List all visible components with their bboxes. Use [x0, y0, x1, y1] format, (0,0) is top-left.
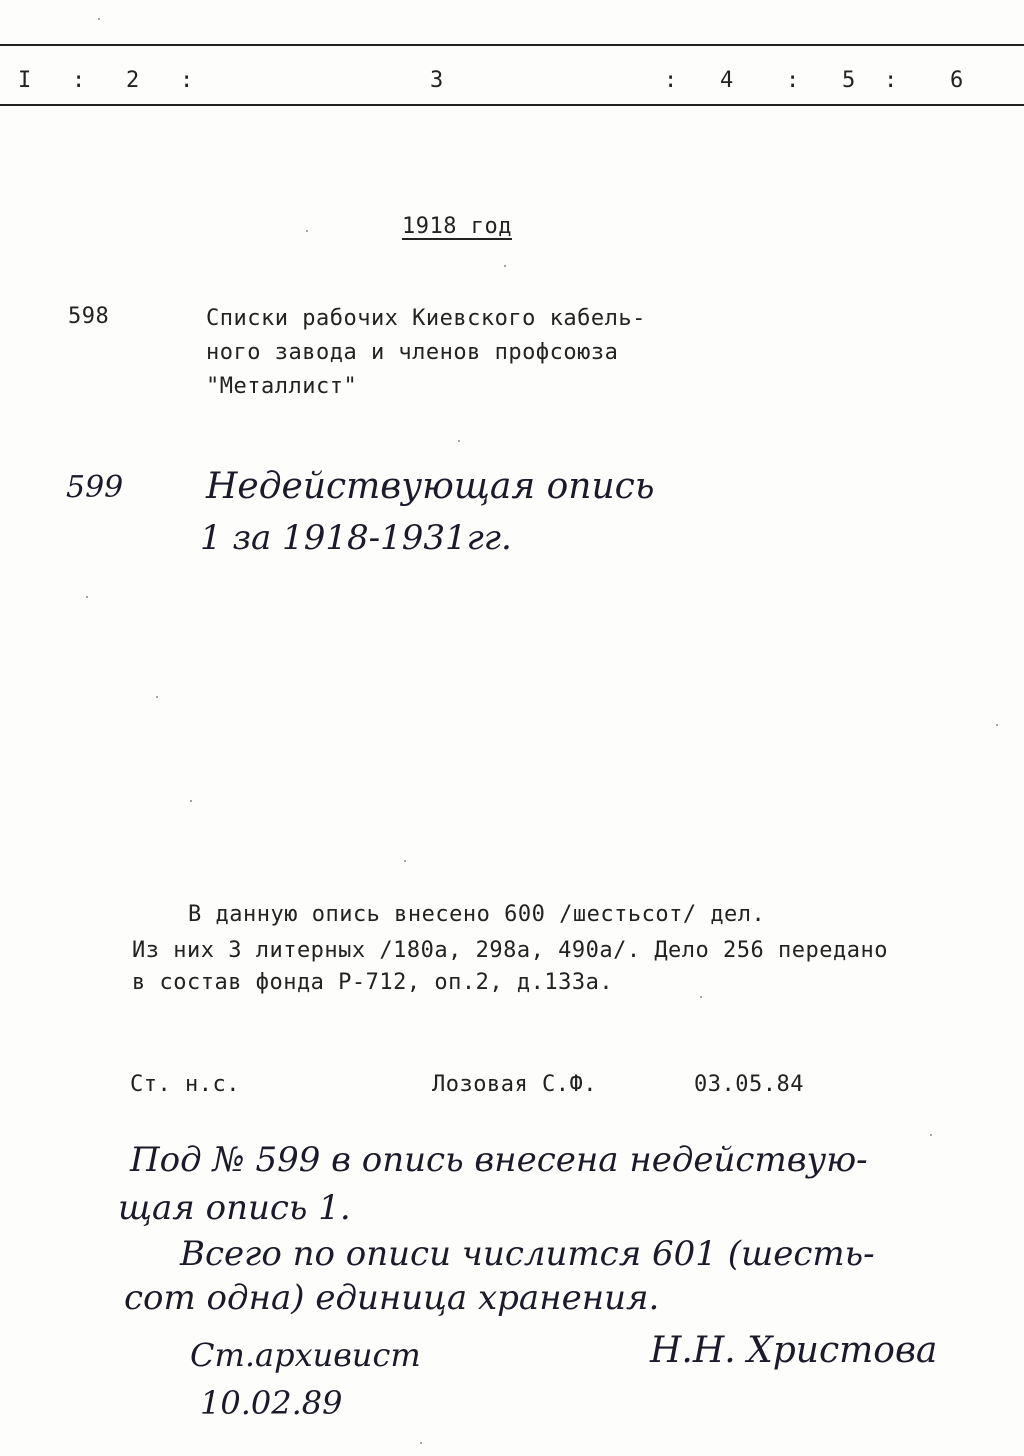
scan-speck: [420, 1442, 422, 1444]
column-separator: :: [664, 68, 678, 93]
scan-speck: [700, 996, 702, 998]
summary-line: В данную опись внесено 600 /шестьсот/ дел.: [188, 902, 766, 927]
year-heading: 1918 год: [402, 214, 512, 239]
column-separator: :: [786, 68, 800, 93]
handwritten-note-line: Всего по описи числится 601 (шесть-: [180, 1234, 875, 1274]
scan-speck: [86, 596, 88, 598]
scan-speck: [930, 1134, 932, 1136]
scan-speck: [190, 800, 192, 802]
handwritten-date: 10.02.89: [200, 1384, 343, 1422]
handwritten-entry-line: Недействующая опись: [206, 466, 655, 507]
handwritten-note-line: щая опись 1.: [118, 1188, 351, 1228]
scan-speck: [98, 18, 100, 20]
entry-number: 598: [68, 304, 110, 329]
column-separator: :: [72, 68, 86, 93]
column-separator: :: [180, 68, 194, 93]
handwritten-note-line: сот одна) единица хранения.: [124, 1278, 660, 1318]
handwritten-signature: Н.Н. Христова: [650, 1330, 938, 1371]
signoff-position: Ст. н.с.: [130, 1072, 240, 1097]
handwritten-note-line: Под № 599 в опись внесена недействую-: [130, 1140, 868, 1180]
handwritten-entry-line: 1 за 1918-1931гг.: [200, 518, 512, 558]
summary-line: в состав фонда Р-712, оп.2, д.133а.: [132, 970, 614, 995]
header-top-rule: [0, 44, 1024, 46]
column-5-label: 5: [842, 68, 856, 93]
scan-speck: [156, 696, 158, 698]
scan-speck: [504, 265, 506, 267]
column-6-label: 6: [950, 68, 964, 93]
entry-title-line: "Металлист": [206, 374, 358, 399]
column-4-label: 4: [720, 68, 734, 93]
scan-speck: [306, 230, 308, 232]
column-2-label: 2: [126, 68, 140, 93]
signoff-date: 03.05.84: [694, 1072, 804, 1097]
scan-speck: [458, 440, 460, 442]
summary-line: Из них 3 литерных /180а, 298а, 490а/. Дело 256 передано: [132, 938, 888, 963]
entry-title-line: ного завода и членов профсоюза: [206, 340, 619, 365]
column-1-label: I: [18, 68, 32, 93]
scan-speck: [404, 860, 406, 862]
handwritten-position: Ст.архивист: [190, 1336, 421, 1374]
signoff-name: Лозовая С.Ф.: [432, 1072, 597, 1097]
handwritten-entry-number: 599: [66, 470, 124, 505]
entry-title-line: Списки рабочих Киевского кабель-: [206, 306, 646, 331]
column-separator: :: [884, 68, 898, 93]
header-bottom-rule: [0, 104, 1024, 106]
column-3-label: 3: [430, 68, 444, 93]
scan-speck: [996, 724, 998, 726]
